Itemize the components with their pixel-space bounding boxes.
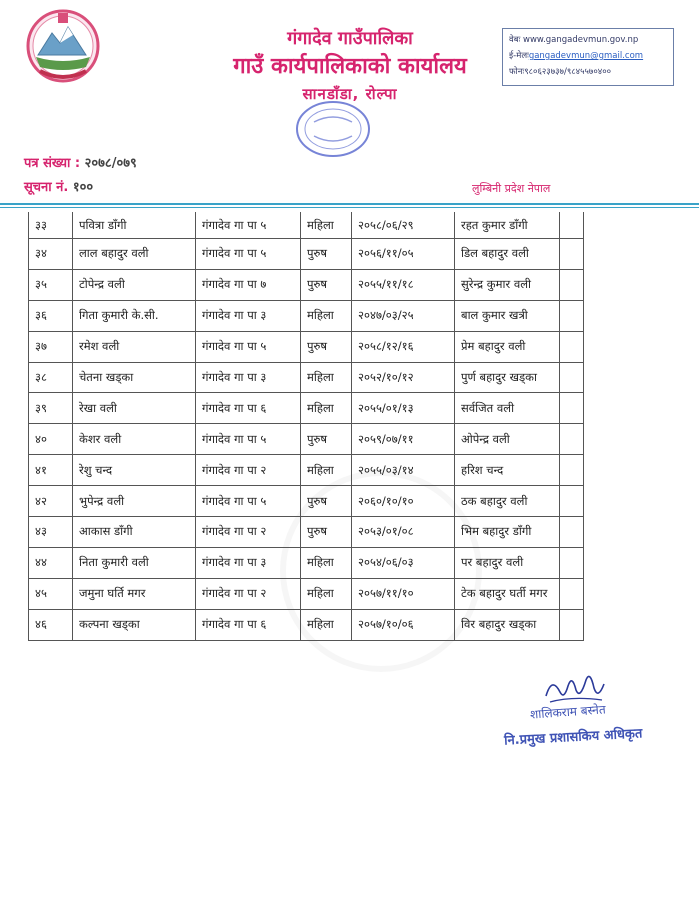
birth-date-cell: २०५६/११/०५ <box>352 239 455 270</box>
birth-date-cell: २०५४/०६/०३ <box>352 547 455 578</box>
office-stamp-icon <box>292 98 374 160</box>
guardian-name-cell: डिल बहादुर वली <box>455 239 560 270</box>
name-cell: टोपेन्द्र वली <box>73 269 196 300</box>
name-cell: रेखा वली <box>73 393 196 424</box>
empty-cell <box>560 331 584 362</box>
empty-cell <box>560 609 584 640</box>
birth-date-cell: २०६०/१०/१० <box>352 486 455 517</box>
address-cell: गंगादेव गा पा ३ <box>196 362 301 393</box>
table-row <box>29 547 584 578</box>
office-location: सानडाँडा, रोल्पा <box>302 85 398 103</box>
address-cell: गंगादेव गा पा ३ <box>196 547 301 578</box>
birth-date-cell: २०४७/०३/२५ <box>352 300 455 331</box>
gender-cell: महिला <box>301 212 352 239</box>
table-row <box>29 239 584 270</box>
guardian-name-cell: पर बहादुर वली <box>455 547 560 578</box>
guardian-name-cell: ओपेन्द्र वली <box>455 424 560 455</box>
table-row <box>29 331 584 362</box>
table-row <box>29 393 584 424</box>
address-cell: गंगादेव गा पा २ <box>196 578 301 609</box>
guardian-name-cell: रहत कुमार डाँगी <box>455 212 560 239</box>
address-cell: गंगादेव गा पा ६ <box>196 393 301 424</box>
serial-number-cell: ४२ <box>29 486 73 517</box>
province-text: लुम्बिनी प्रदेश नेपाल <box>472 182 551 195</box>
gender-cell: महिला <box>301 455 352 486</box>
serial-number-cell: ३६ <box>29 300 73 331</box>
nepal-emblem-icon <box>20 5 106 87</box>
table-row <box>29 455 584 486</box>
email-link[interactable]: gangadevmun@gmail.com <box>528 51 644 61</box>
email-label: ई-मेलः <box>509 51 529 61</box>
gender-cell: महिला <box>301 547 352 578</box>
serial-number-cell: ३८ <box>29 362 73 393</box>
email-line <box>509 48 667 64</box>
address-cell: गंगादेव गा पा २ <box>196 455 301 486</box>
empty-cell <box>560 578 584 609</box>
serial-number-cell: ३४ <box>29 239 73 270</box>
name-cell: रेशु चन्द <box>73 455 196 486</box>
gender-cell: पुरुष <box>301 486 352 517</box>
letter-number-value: २०७८/०७९ <box>84 156 137 171</box>
table-row <box>29 517 584 548</box>
address-cell: गंगादेव गा पा ३ <box>196 300 301 331</box>
gender-cell: पुरुष <box>301 239 352 270</box>
birth-date-cell: २०५७/१०/०६ <box>352 609 455 640</box>
notice-number-label: सूचना नं. <box>24 180 69 195</box>
office-name: गाउँ कार्यपालिकाको कार्यालय <box>233 54 467 79</box>
birth-date-cell: २०५८/०६/२९ <box>352 212 455 239</box>
serial-number-cell: ३९ <box>29 393 73 424</box>
name-cell: निता कुमारी वली <box>73 547 196 578</box>
gender-cell: पुरुष <box>301 517 352 548</box>
birth-date-cell: २०५३/०१/०८ <box>352 517 455 548</box>
birth-date-cell: २०५५/०१/१३ <box>352 393 455 424</box>
serial-number-cell: ३३ <box>29 212 73 239</box>
serial-number-cell: ४५ <box>29 578 73 609</box>
guardian-name-cell: पुर्ण बहादुर खड्का <box>455 362 560 393</box>
serial-number-cell: ४४ <box>29 547 73 578</box>
header-divider <box>0 203 699 205</box>
letter-number <box>24 153 137 171</box>
phone-text: फोनः९८०६२३७३७/९८४५५७०४०० <box>509 67 612 77</box>
table-row <box>29 300 584 331</box>
birth-date-cell: २०५८/१२/१६ <box>352 331 455 362</box>
name-cell: भुपेन्द्र वली <box>73 486 196 517</box>
serial-number-cell: ३७ <box>29 331 73 362</box>
name-cell: पवित्रा डाँगी <box>73 212 196 239</box>
table-row <box>29 578 584 609</box>
empty-cell <box>560 547 584 578</box>
empty-cell <box>560 239 584 270</box>
empty-cell <box>560 212 584 239</box>
guardian-name-cell: भिम बहादुर डाँगी <box>455 517 560 548</box>
signatory-name: शालिकराम बस्नेत <box>529 702 607 722</box>
name-cell: गिता कुमारी के.सी. <box>73 300 196 331</box>
municipality-name: गंगादेव गाउँपालिका <box>287 28 413 49</box>
empty-cell <box>560 486 584 517</box>
gender-cell: महिला <box>301 362 352 393</box>
empty-cell <box>560 455 584 486</box>
address-cell: गंगादेव गा पा ५ <box>196 239 301 270</box>
name-cell: केशर वली <box>73 424 196 455</box>
address-cell: गंगादेव गा पा ५ <box>196 331 301 362</box>
name-cell: कल्पना खड्का <box>73 609 196 640</box>
serial-number-cell: ४१ <box>29 455 73 486</box>
guardian-name-cell: सुरेन्द्र कुमार वली <box>455 269 560 300</box>
birth-date-cell: २०५५/०३/१४ <box>352 455 455 486</box>
birth-date-cell: २०५५/११/१८ <box>352 269 455 300</box>
notice-number-value: १०० <box>72 180 94 195</box>
name-cell: रमेश वली <box>73 331 196 362</box>
table-row <box>29 486 584 517</box>
guardian-name-cell: हरिश चन्द <box>455 455 560 486</box>
contact-box <box>502 28 674 86</box>
address-cell: गंगादेव गा पा ५ <box>196 212 301 239</box>
empty-cell <box>560 517 584 548</box>
gender-cell: महिला <box>301 393 352 424</box>
empty-cell <box>560 393 584 424</box>
guardian-name-cell: प्रेम बहादुर वली <box>455 331 560 362</box>
name-cell: आकास डाँगी <box>73 517 196 548</box>
empty-cell <box>560 424 584 455</box>
table-row <box>29 609 584 640</box>
signatory-title: नि.प्रमुख प्रशासकिय अधिकृत <box>503 726 643 749</box>
gender-cell: महिला <box>301 300 352 331</box>
notice-number <box>24 177 93 195</box>
empty-cell <box>560 300 584 331</box>
gender-cell: पुरुष <box>301 269 352 300</box>
birth-date-cell: २०५९/०७/११ <box>352 424 455 455</box>
guardian-name-cell: विर बहादुर खड्का <box>455 609 560 640</box>
address-cell: गंगादेव गा पा ५ <box>196 486 301 517</box>
letter-number-label: पत्र संख्या : <box>24 156 81 171</box>
guardian-name-cell: टेक बहादुर घर्ती मगर <box>455 578 560 609</box>
serial-number-cell: ४६ <box>29 609 73 640</box>
empty-cell <box>560 269 584 300</box>
address-cell: गंगादेव गा पा ६ <box>196 609 301 640</box>
table-row <box>29 212 584 239</box>
guardian-name-cell: बाल कुमार खत्री <box>455 300 560 331</box>
guardian-name-cell: ठक बहादुर वली <box>455 486 560 517</box>
gender-cell: पुरुष <box>301 331 352 362</box>
name-cell: लाल बहादुर वली <box>73 239 196 270</box>
address-cell: गंगादेव गा पा ५ <box>196 424 301 455</box>
birth-date-cell: २०५७/११/१० <box>352 578 455 609</box>
gender-cell: महिला <box>301 578 352 609</box>
gender-cell: पुरुष <box>301 424 352 455</box>
table-body <box>29 212 584 640</box>
serial-number-cell: ४० <box>29 424 73 455</box>
serial-number-cell: ४३ <box>29 517 73 548</box>
name-cell: चेतना खड्का <box>73 362 196 393</box>
table-row <box>29 424 584 455</box>
address-cell: गंगादेव गा पा ७ <box>196 269 301 300</box>
candidate-table <box>28 212 584 641</box>
table-row <box>29 362 584 393</box>
website-text: वेबः www.gangadevmun.gov.np <box>509 35 639 45</box>
serial-number-cell: ३५ <box>29 269 73 300</box>
gender-cell: महिला <box>301 609 352 640</box>
birth-date-cell: २०५२/१०/१२ <box>352 362 455 393</box>
header-divider-thin <box>0 207 699 208</box>
address-cell: गंगादेव गा पा २ <box>196 517 301 548</box>
guardian-name-cell: सर्वजित वली <box>455 393 560 424</box>
name-cell: जमुना घर्ति मगर <box>73 578 196 609</box>
table-row <box>29 269 584 300</box>
empty-cell <box>560 362 584 393</box>
